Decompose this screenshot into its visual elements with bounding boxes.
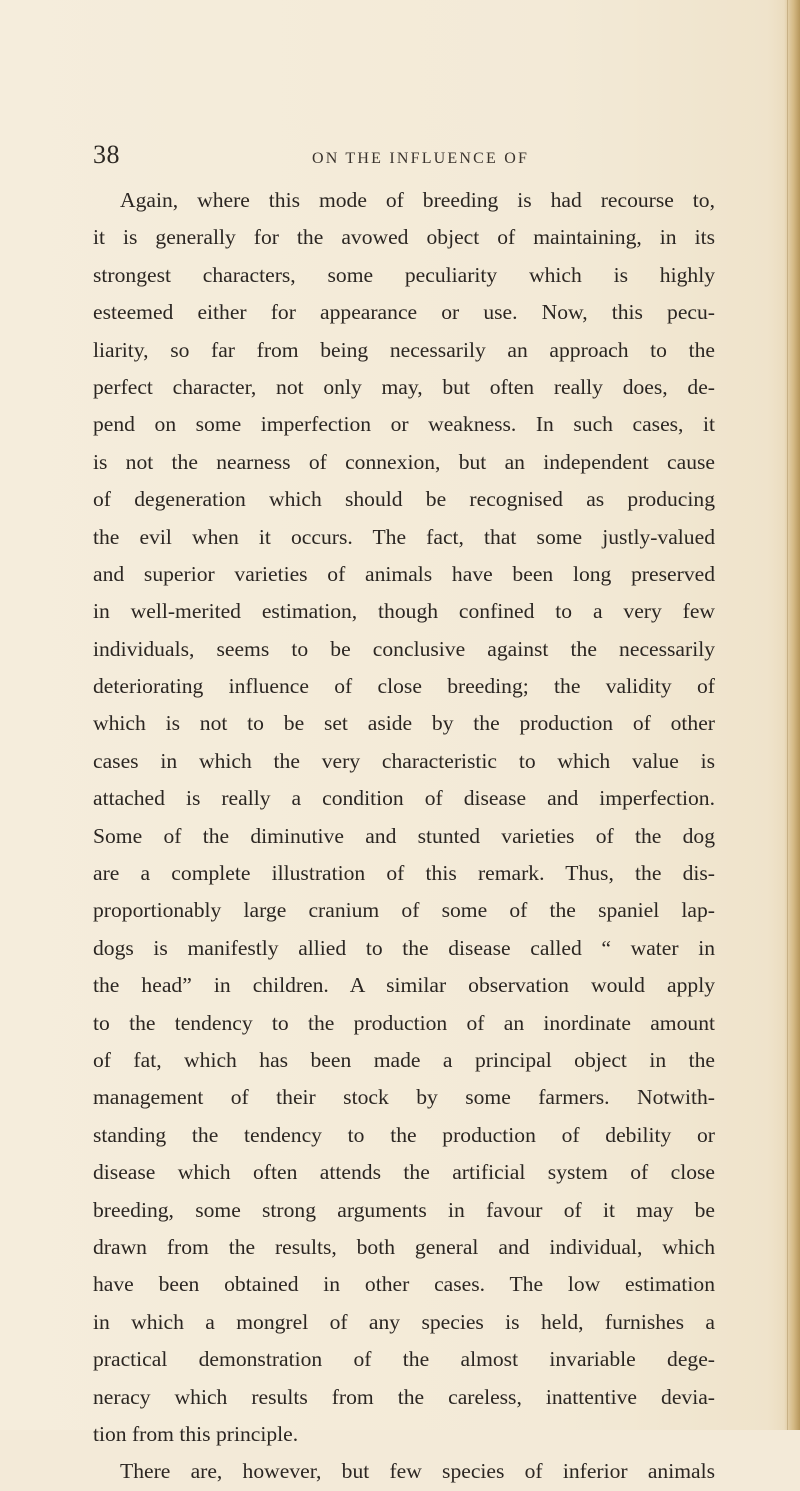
text-line: practical demonstration of the almost invariable dege- xyxy=(93,1347,715,1372)
text-line: management of their stock by some farmers. Notwith- xyxy=(93,1085,715,1110)
text-line: pend on some imperfection or weakness. In such cases, it xyxy=(93,412,715,437)
text-line: in well-merited estimation, though confined to a very few xyxy=(93,599,715,624)
text-line: to the tendency to the production of an inordinate amount xyxy=(93,1010,715,1035)
text-line: which is not to be set aside by the production of other xyxy=(93,711,715,736)
text-line: have been obtained in other cases. The low estimation xyxy=(93,1272,715,1297)
page-edge-line xyxy=(787,0,788,1430)
body-text xyxy=(93,182,715,1491)
text-line: There are, however, but few species of inferior animals xyxy=(120,1459,715,1484)
text-line: of degeneration which should be recognised as producing xyxy=(93,487,715,512)
text-line: in which a mongrel of any species is held, furnishes a xyxy=(93,1309,715,1334)
text-line: deteriorating influence of close breeding; the validity of xyxy=(93,674,715,699)
text-line: proportionably large cranium of some of the spaniel lap- xyxy=(93,898,715,923)
text-line: cases in which the very characteristic to which value is xyxy=(93,748,715,773)
text-line: of fat, which has been made a principal object in the xyxy=(93,1047,715,1072)
text-line: are a complete illustration of this remark. Thus, the dis- xyxy=(93,861,715,886)
text-line: neracy which results from the careless, inattentive devia- xyxy=(93,1384,715,1409)
text-line: tion from this principle. xyxy=(93,1421,299,1446)
text-line: attached is really a condition of disease and imperfection. xyxy=(93,786,715,811)
text-line: and superior varieties of animals have been long preserved xyxy=(93,561,715,586)
page-header xyxy=(0,135,800,175)
text-line: it is generally for the avowed object of maintaining, in its xyxy=(93,225,715,250)
text-line: perfect character, not only may, but often really does, de- xyxy=(93,374,715,399)
text-line: breeding, some strong arguments in favour of it may be xyxy=(93,1197,715,1222)
page-number: 38 xyxy=(93,140,120,169)
text-line: dogs is manifestly allied to the disease called “ water in xyxy=(93,935,715,960)
text-line: Some of the diminutive and stunted varieties of the dog xyxy=(93,823,715,848)
text-line: individuals, seems to be conclusive against the necessarily xyxy=(93,636,715,661)
text-line: the head” in children. A similar observation would apply xyxy=(93,973,715,998)
text-line: esteemed either for appearance or use. Now, this pecu- xyxy=(93,300,715,325)
text-line: liarity, so far from being necessarily an approach to the xyxy=(93,337,715,362)
running-head: ON THE INFLUENCE OF xyxy=(312,150,530,167)
text-line: the evil when it occurs. The fact, that some justly-valued xyxy=(93,524,715,549)
text-line: strongest characters, some peculiarity which is highly xyxy=(93,262,715,287)
text-line: Again, where this mode of breeding is had recourse to, xyxy=(120,188,715,212)
text-line: standing the tendency to the production of debility or xyxy=(93,1122,715,1147)
text-line: drawn from the results, both general and individual, which xyxy=(93,1234,715,1259)
text-line: is not the nearness of connexion, but an independent cause xyxy=(93,449,715,474)
text-line: disease which often attends the artificial system of close xyxy=(93,1160,715,1185)
